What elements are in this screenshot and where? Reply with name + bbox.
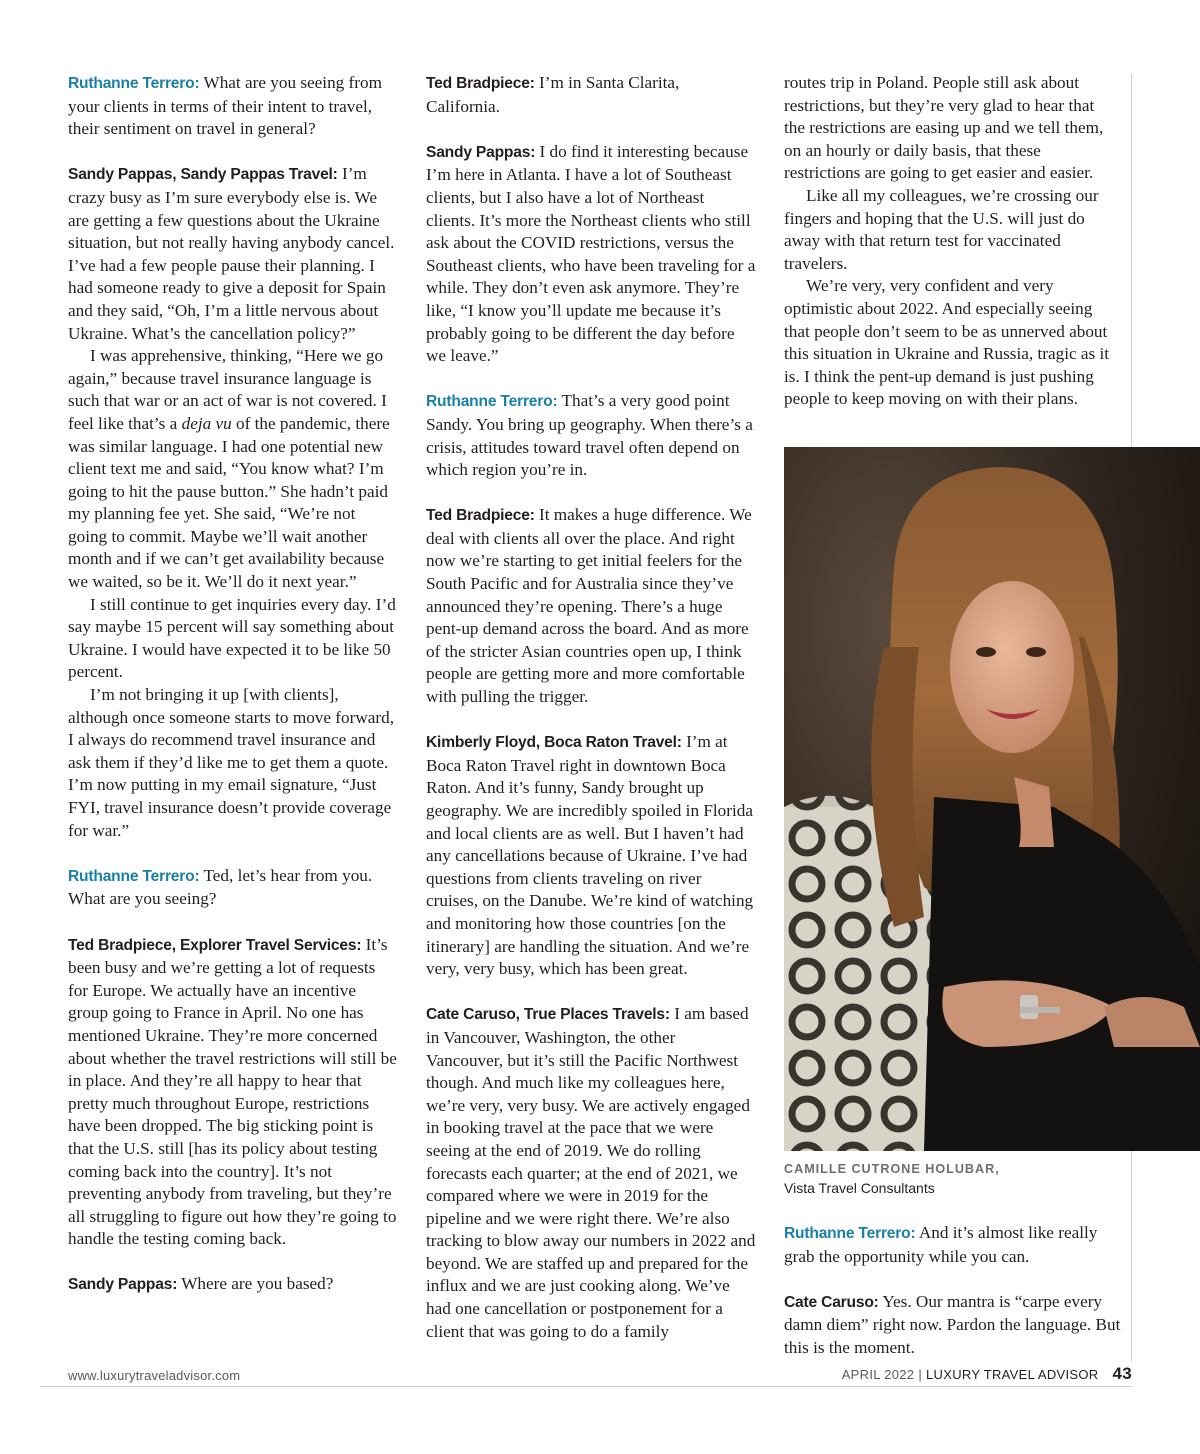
speaker-name: Sandy Pappas, Sandy Pappas Travel:	[68, 166, 338, 184]
speaker-name: Sandy Pappas:	[68, 1276, 178, 1294]
italic-phrase: deja vu	[181, 413, 232, 433]
speaker-name: Ruthanne Terrero:	[68, 867, 200, 885]
speaker-name: Ted Bradpiece, Explorer Travel Services:	[68, 936, 362, 954]
photo-caption	[784, 1160, 1114, 1198]
paragraph	[68, 163, 398, 345]
paragraph	[426, 72, 756, 118]
speaker-name: Sandy Pappas:	[426, 143, 536, 161]
article-column-3	[784, 72, 1114, 411]
paragraph	[68, 684, 398, 842]
paragraph-text: What are you seeing from your clients in terms of their intent to travel, their sentiment on travel in general?	[68, 73, 382, 139]
paragraph	[784, 1291, 1124, 1360]
paragraph-text: I am based in Vancouver, Washington, the other Vancouver, but it’s still the Pacific Northwest though. And much like my colleagues here, we’re very, very busy. We are actively engaged in booking travel at the pace that we were seeing at the end of 2019. We do rolling forecasts each quarter; at the end of 2021, we compared where we were in 2019 for the pipeline and we were right there. We’re also tracking to blow away our numbers in 2022 and beyond. We are staffed up and prepared for the influx and we are just cooking along. We’ve had one cancellation or postponement for a client that was going to do a family	[426, 1004, 756, 1341]
paragraph-text: routes trip in Poland. People still ask about restrictions, but they’re very glad to hear that the restrictions are easing up and we tell them, on an hourly or daily basis, that these restrictions are going to get easier and easier.	[784, 73, 1104, 183]
article-column-1	[68, 72, 398, 1297]
paragraph-text: It’s been busy and we’re getting a lot of requests for Europe. We actually have an incentive group going to France in April. No one has mentioned Ukraine. They’re more concerned about whether the travel restrictions will still be in place. And they’re all happy to hear that pretty much throughout Europe, restrictions have been dropped. The big sticking point is that the U.S. still [has its policy about testing coming back into the country]. It’s not preventing anybody from traveling, but they’re all struggling to figure out how they’re going to handle the testing coming back.	[68, 934, 397, 1249]
paragraph	[426, 504, 756, 708]
paragraph-text: Where are you based?	[177, 1274, 334, 1294]
speaker-name: Ruthanne Terrero:	[426, 393, 558, 411]
paragraph	[784, 275, 1114, 411]
paragraph	[68, 72, 398, 141]
speaker-name: Kimberly Floyd, Boca Raton Travel:	[426, 734, 682, 752]
paragraph-text: I’m at Boca Raton Travel right in downtown Boca Raton. And it’s funny, Sandy brought up geography. We are incredibly spoiled in Florida and local clients are as well. But I haven’t had any cancellations because of Ukraine. I’ve had questions from clients traveling on river cruises, on the Danube. We’re kind of watching and monitoring how those countries [on the itinerary] are handling the situation. And we’re very, very busy, which has been great.	[426, 732, 754, 979]
paragraph	[68, 594, 398, 684]
paragraph	[426, 1003, 756, 1343]
paragraph-text: I still continue to get inquiries every day. I’d say maybe 15 percent will say something about Ukraine. I would have expected it to be like 50 percent.	[68, 594, 396, 682]
article-column-3-continued	[784, 1222, 1124, 1360]
paragraph-text: I’m crazy busy as I’m sure everybody else is. We are getting a few questions about the Ukraine situation, but not really having anybody cancel. I’ve had a few people pause their planning. I had someone ready to give a deposit for Spain and they said, “Oh, I’m a little nervous about Ukraine. What’s the cancellation policy?”	[68, 164, 395, 343]
paragraph	[426, 731, 756, 981]
paragraph-text: And it’s almost like really grab the opportunity while you can.	[784, 1223, 1098, 1266]
paragraph-text: Like all my colleagues, we’re crossing our fingers and hoping that the U.S. will just do away with that return test for vaccinated travelers.	[784, 185, 1099, 273]
folio-separator: |	[918, 1367, 922, 1382]
paragraph	[426, 141, 756, 368]
footer-folio	[842, 1364, 1132, 1384]
portrait-photo	[784, 447, 1200, 1151]
caption-org: Vista Travel Consultants	[784, 1180, 935, 1196]
paragraph-text: I do find it interesting because I’m here in Atlanta. I have a lot of Southeast clients, but I also have a lot of Northeast clients. It’s more the Northeast clients who still ask about the COVID restrictions, versus the Southeast clients, who have been traveling for a while. They don’t even ask anymore. They’re like, “I know you’ll update me because it’s probably going to be different the day before we leave.”	[426, 141, 756, 366]
paragraph-text: of the pandemic, there was similar language. I had one potential new client text me and said, “You know what? I’m going to hit the pause button.” She hadn’t paid my planning fee yet. She said, “We’re not going to commit. Maybe we’ll wait another month and if we can’t get availability because we waited, so be it. We’ll do it next year.”	[68, 413, 390, 592]
footer-divider	[40, 1386, 1132, 1387]
speaker-name: Ted Bradpiece:	[426, 75, 535, 92]
publication-name: LUXURY TRAVEL ADVISOR	[926, 1367, 1099, 1382]
paragraph	[68, 865, 398, 911]
paragraph-text: We’re very, very confident and very optimistic about 2022. And especially seeing that people don’t seem to be as unnerved about this situation in Ukraine and Russia, tragic as it is. I think the pent-up demand is just pushing people to keep moving on with their plans.	[784, 276, 1110, 409]
speaker-name: Ted Bradpiece:	[426, 507, 535, 525]
paragraph-text: I’m in Santa Clarita, California.	[426, 73, 680, 116]
speaker-name: Cate Caruso, True Places Travels:	[426, 1006, 670, 1024]
paragraph-text: Yes. Our mantra is “carpe every damn diem” right now. Pardon the language. But this is the moment.	[784, 1291, 1121, 1357]
paragraph-text: That’s a very good point Sandy. You bring up geography. When there’s a crisis, attitudes toward travel often depend on which region you’re in.	[426, 391, 753, 480]
speaker-name: Ruthanne Terrero:	[784, 1225, 916, 1242]
paragraph-text: I was apprehensive, thinking, “Here we go again,” because travel insurance language is such that war or an act of war is not covered. I feel like that’s a	[68, 346, 387, 433]
speaker-name: Cate Caruso:	[784, 1293, 879, 1311]
paragraph-text: It makes a huge difference. We deal with clients all over the place. And right now we’re starting to get initial feelers for the South Pacific and for Australia since they’ve announced they’re opening. There’s a huge pent-up demand across the board. And as more of the stricter Asian countries open up, I think people are getting more and more comfortable with pulling the trigger.	[426, 505, 752, 707]
paragraph	[68, 345, 398, 594]
footer-url: www.luxurytraveladvisor.com	[68, 1368, 241, 1383]
issue-date: APRIL 2022	[841, 1367, 915, 1382]
paragraph-text: I’m not bringing it up [with clients], although once someone starts to move forward, I always do recommend travel insurance and ask them if they’d like me to get them a quote. I’m now putting in my email signature, “Just FYI, travel insurance doesn’t provide coverage for war.”	[68, 685, 395, 840]
article-column-2	[426, 72, 756, 1343]
paragraph	[784, 185, 1114, 275]
speaker-name: Ruthanne Terrero:	[68, 75, 200, 92]
caption-name: CAMILLE CUTRONE HOLUBAR,	[784, 1162, 1000, 1176]
paragraph	[68, 934, 398, 1251]
paragraph	[68, 1273, 398, 1297]
paragraph-text: Ted, let’s hear from you. What are you seeing?	[68, 865, 373, 909]
paragraph	[784, 1222, 1124, 1268]
paragraph	[426, 390, 756, 481]
page-number: 43	[1112, 1364, 1132, 1383]
paragraph	[784, 72, 1114, 185]
